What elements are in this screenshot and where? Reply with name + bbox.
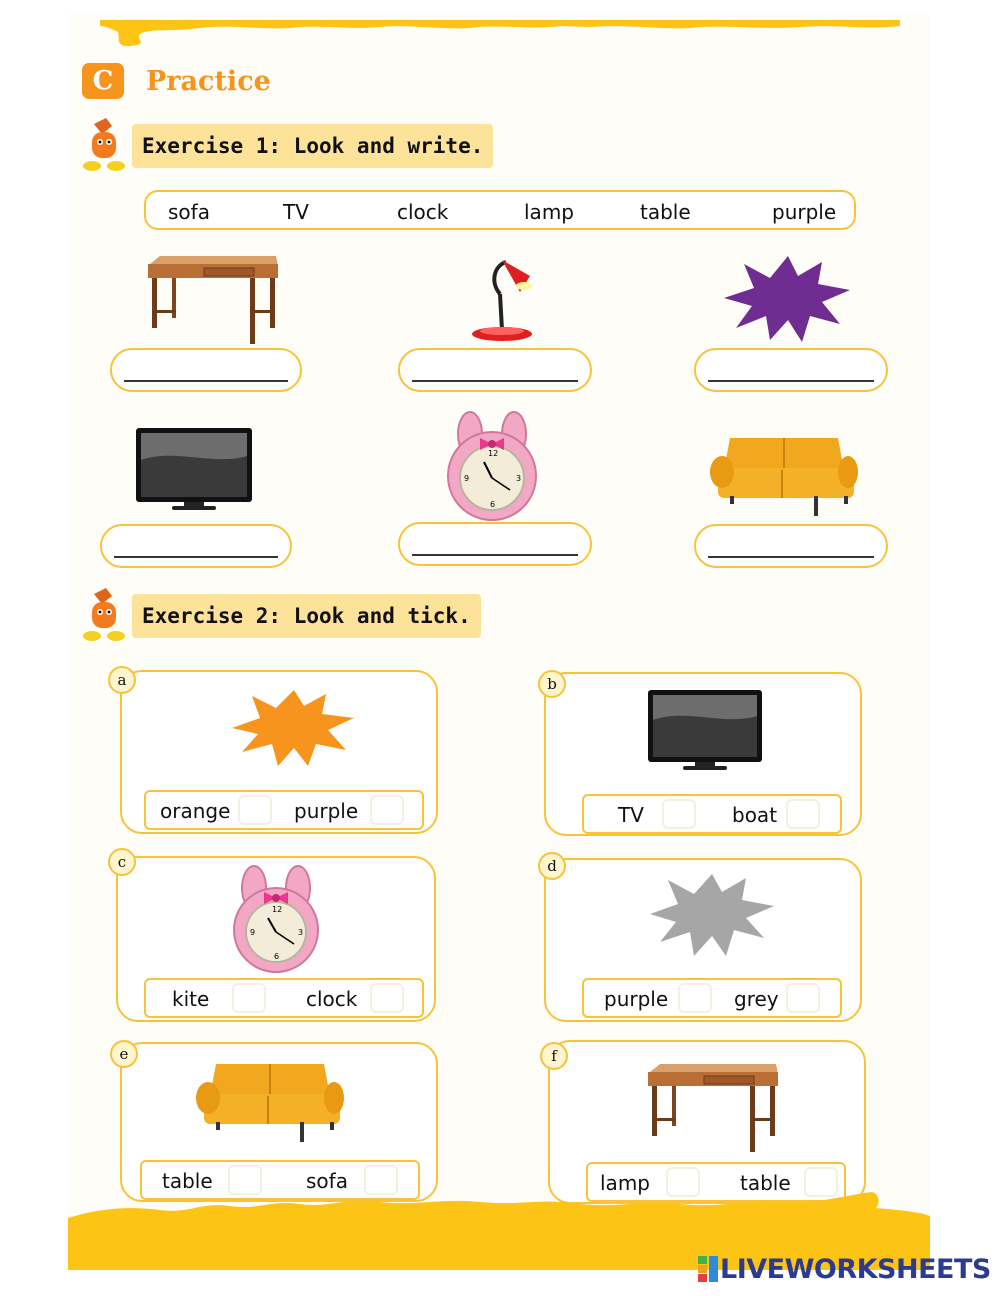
exercise-1-heading: Exercise 1: Look and write. — [132, 124, 493, 168]
svg-text:6: 6 — [490, 500, 496, 509]
word-bank-item: TV — [283, 200, 309, 224]
svg-text:6: 6 — [274, 952, 280, 961]
card-letter-a: a — [108, 666, 136, 694]
section-letter-badge: C — [82, 63, 124, 99]
tick-box-tv[interactable] — [662, 799, 696, 829]
option-bar-d — [582, 978, 842, 1018]
word-bank — [144, 190, 856, 230]
sofa-picture — [196, 1058, 344, 1146]
option-bar-b — [582, 794, 842, 834]
table-picture — [146, 254, 280, 346]
orange-star-picture — [230, 688, 358, 768]
option-label: table — [162, 1169, 213, 1193]
option-bar-c — [144, 978, 424, 1018]
lamp-picture — [466, 254, 536, 344]
word-bank-item: table — [640, 200, 691, 224]
svg-text:12: 12 — [488, 449, 499, 458]
tick-box-orange[interactable] — [238, 795, 272, 825]
svg-text:9: 9 — [464, 474, 470, 483]
tv-picture — [646, 688, 764, 774]
option-bar-a — [144, 790, 424, 830]
answer-field-lamp[interactable] — [398, 348, 592, 392]
option-label: clock — [306, 987, 358, 1011]
card-letter-f: f — [540, 1042, 568, 1070]
clock-picture — [228, 864, 324, 974]
tick-box-purple[interactable] — [370, 795, 404, 825]
pencil-mascot-icon — [80, 118, 130, 174]
option-label: grey — [734, 987, 779, 1011]
tick-box-clock[interactable] — [370, 983, 404, 1013]
card-letter-b: b — [538, 670, 566, 698]
exercise-2-heading: Exercise 2: Look and tick. — [132, 594, 481, 638]
liveworksheets-brand-text: LIVEWORKSHEETS — [720, 1253, 991, 1285]
sofa-picture — [710, 432, 858, 520]
card-letter-d: d — [538, 852, 566, 880]
word-bank-item: purple — [772, 200, 837, 224]
svg-text:3: 3 — [516, 474, 522, 483]
card-letter-e: e — [110, 1040, 138, 1068]
liveworksheets-logo — [698, 1252, 991, 1286]
option-label: purple — [294, 799, 359, 823]
option-label: TV — [618, 803, 644, 827]
option-label: kite — [172, 987, 210, 1011]
svg-text:3: 3 — [298, 928, 304, 937]
answer-field-purple[interactable] — [694, 348, 888, 392]
svg-text:9: 9 — [250, 928, 256, 937]
clock-picture — [444, 410, 540, 520]
tick-box-boat[interactable] — [786, 799, 820, 829]
word-bank-item: clock — [397, 200, 449, 224]
word-bank-item: lamp — [524, 200, 574, 224]
purple-star-picture — [722, 254, 854, 344]
option-label: sofa — [306, 1169, 348, 1193]
card-letter-c: c — [108, 848, 136, 876]
pencil-mascot-icon — [80, 588, 130, 644]
tick-box-kite[interactable] — [232, 983, 266, 1013]
tick-box-purple[interactable] — [678, 983, 712, 1013]
option-label: purple — [604, 987, 669, 1011]
answer-field-tv[interactable] — [100, 524, 292, 568]
word-bank-item: sofa — [168, 200, 210, 224]
grey-star-picture — [648, 872, 778, 958]
option-label: table — [740, 1171, 791, 1195]
answer-field-clock[interactable] — [398, 522, 592, 566]
svg-text:12: 12 — [272, 905, 283, 914]
tv-picture — [134, 426, 254, 514]
section-title: Practice — [146, 66, 271, 97]
liveworksheets-mark-icon — [698, 1256, 720, 1282]
option-label: lamp — [600, 1171, 650, 1195]
tick-box-grey[interactable] — [786, 983, 820, 1013]
answer-field-sofa[interactable] — [694, 524, 888, 568]
option-label: orange — [160, 799, 231, 823]
table-picture — [646, 1062, 780, 1154]
answer-field-table[interactable] — [110, 348, 302, 392]
top-wave-decoration — [0, 0, 1000, 60]
option-label: boat — [732, 803, 778, 827]
